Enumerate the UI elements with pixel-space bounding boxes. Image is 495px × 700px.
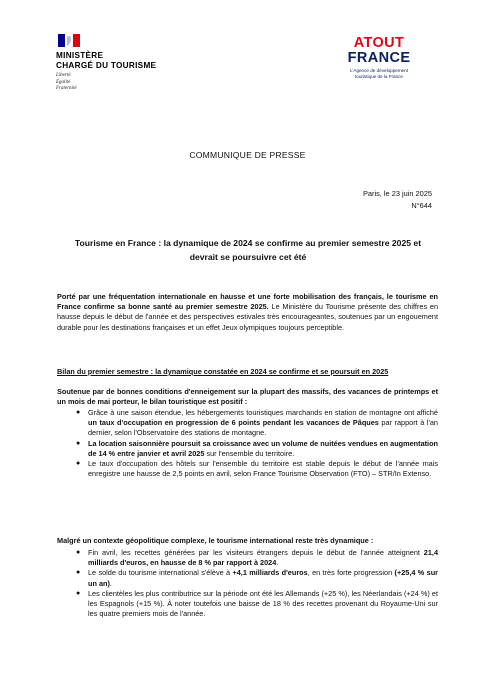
document-number: N°644	[411, 201, 432, 210]
intro-paragraph	[57, 292, 438, 333]
document-type-label: COMMUNIQUE DE PRESSE	[189, 150, 306, 160]
list-item: ● La location saisonnière poursuit sa croissance avec un volume de nuitées vendues en augmentation de 14 % entre janvier et avril 2025 sur l'ensemble du territoire.	[76, 438, 438, 458]
atout-logo-line1: ATOUT	[353, 35, 405, 51]
intro-bold: Porté par une fréquentation internationale en hausse et une forte mobilisation des français, le tourisme en France confirme sa bonne santé au premier semestre 2025.	[57, 292, 438, 312]
list-item: ● Fin avril, les recettes générées par les visiteurs étrangers depuis le début de l'année atteignent 21,4 milliards d'euros, en hausse de 8 % par rapport à 2024.	[76, 548, 438, 568]
list-item: ● Le solde du tourisme international s'élève à +4,1 milliards d'euros, en très forte progression (+25,4 % sur un an).	[76, 568, 438, 588]
section-heading-first-half: Bilan du premier semestre : la dynamique constatée en 2024 se confirme et se poursuit en 2025	[57, 367, 389, 376]
motto-fraternite: Fraternité	[56, 86, 77, 91]
list-item: ● Grâce à une saison étendue, les hébergements touristiques marchands en station de montagne ont affiché un taux d'occupation en progression de 6 points pendant les vacances de Pâques par rapport à l'an dernier, selon l'Observatoire des stations de montagne.	[76, 408, 438, 438]
atout-logo-tagline	[334, 68, 424, 79]
lead-paragraph-1: Soutenue par de bonnes conditions d'enneigement sur la plupart des massifs, des vacances de printemps et un mois de mai porteur, le bilan touristique est positif :	[57, 387, 438, 407]
atout-tagline-line2: touristique de la France	[354, 73, 403, 79]
bullet-list-1	[57, 408, 438, 479]
ministry-name-line2: CHARGÉ DU TOURISME	[56, 61, 157, 70]
press-release-title: Tourisme en France : la dynamique de 2024 se confirme au premier semestre 2025 et devrait se poursuivre cet été	[74, 238, 422, 262]
atout-france-logo	[334, 36, 424, 96]
intro-rest: Le Ministère du Tourisme présente des chiffres en hausse depuis le début de l'année et des perspectives estivales très encourageantes, soutenues par un engouement durable pour les destinations françaises et un effet Jeux olympiques toujours perceptible.	[57, 302, 438, 332]
ministry-name-line1: MINISTÈRE	[56, 51, 104, 60]
bullet-icon: ●	[76, 460, 81, 468]
motto-egalite: Égalité	[56, 79, 71, 85]
republic-motto	[56, 73, 77, 93]
bullet-icon: ●	[76, 439, 81, 447]
ministry-logo	[56, 34, 176, 98]
lead-paragraph-2: Malgré un contexte géopolitique complexe, le tourisme international reste très dynamique :	[57, 536, 374, 545]
list-item: ● Les clientèles les plus contributrice sur la période ont été les Allemands (+25 %), les Néerlandais (+24 %) et les Espagnols (+15 %). À noter toutefois une baisse de 18 % des recettes provenant du Royaume-Uni sur les quatre premiers mois de l'année.	[76, 588, 438, 619]
list-item: ● Le taux d'occupation des hôtels sur l'ensemble du territoire est stable depuis le début de l'année mais enregistre une hausse de 2,5 points en avril, selon France Tourisme Observation (FTO) – STR/In Extenso.	[76, 459, 438, 479]
atout-logo-line2: FRANCE	[347, 50, 411, 66]
bullet-icon: ●	[76, 409, 81, 416]
motto-liberte: Liberté	[56, 73, 71, 78]
bullet-icon: ●	[76, 569, 81, 577]
document-date: Paris, le 23 juin 2025	[362, 189, 432, 198]
bullet-list-2	[57, 548, 438, 619]
atout-tagline-line1: L'Agence de développement	[349, 68, 409, 73]
bullet-icon: ●	[76, 549, 81, 556]
marianne-flag-icon	[58, 34, 80, 47]
bullet-icon: ●	[76, 589, 81, 597]
